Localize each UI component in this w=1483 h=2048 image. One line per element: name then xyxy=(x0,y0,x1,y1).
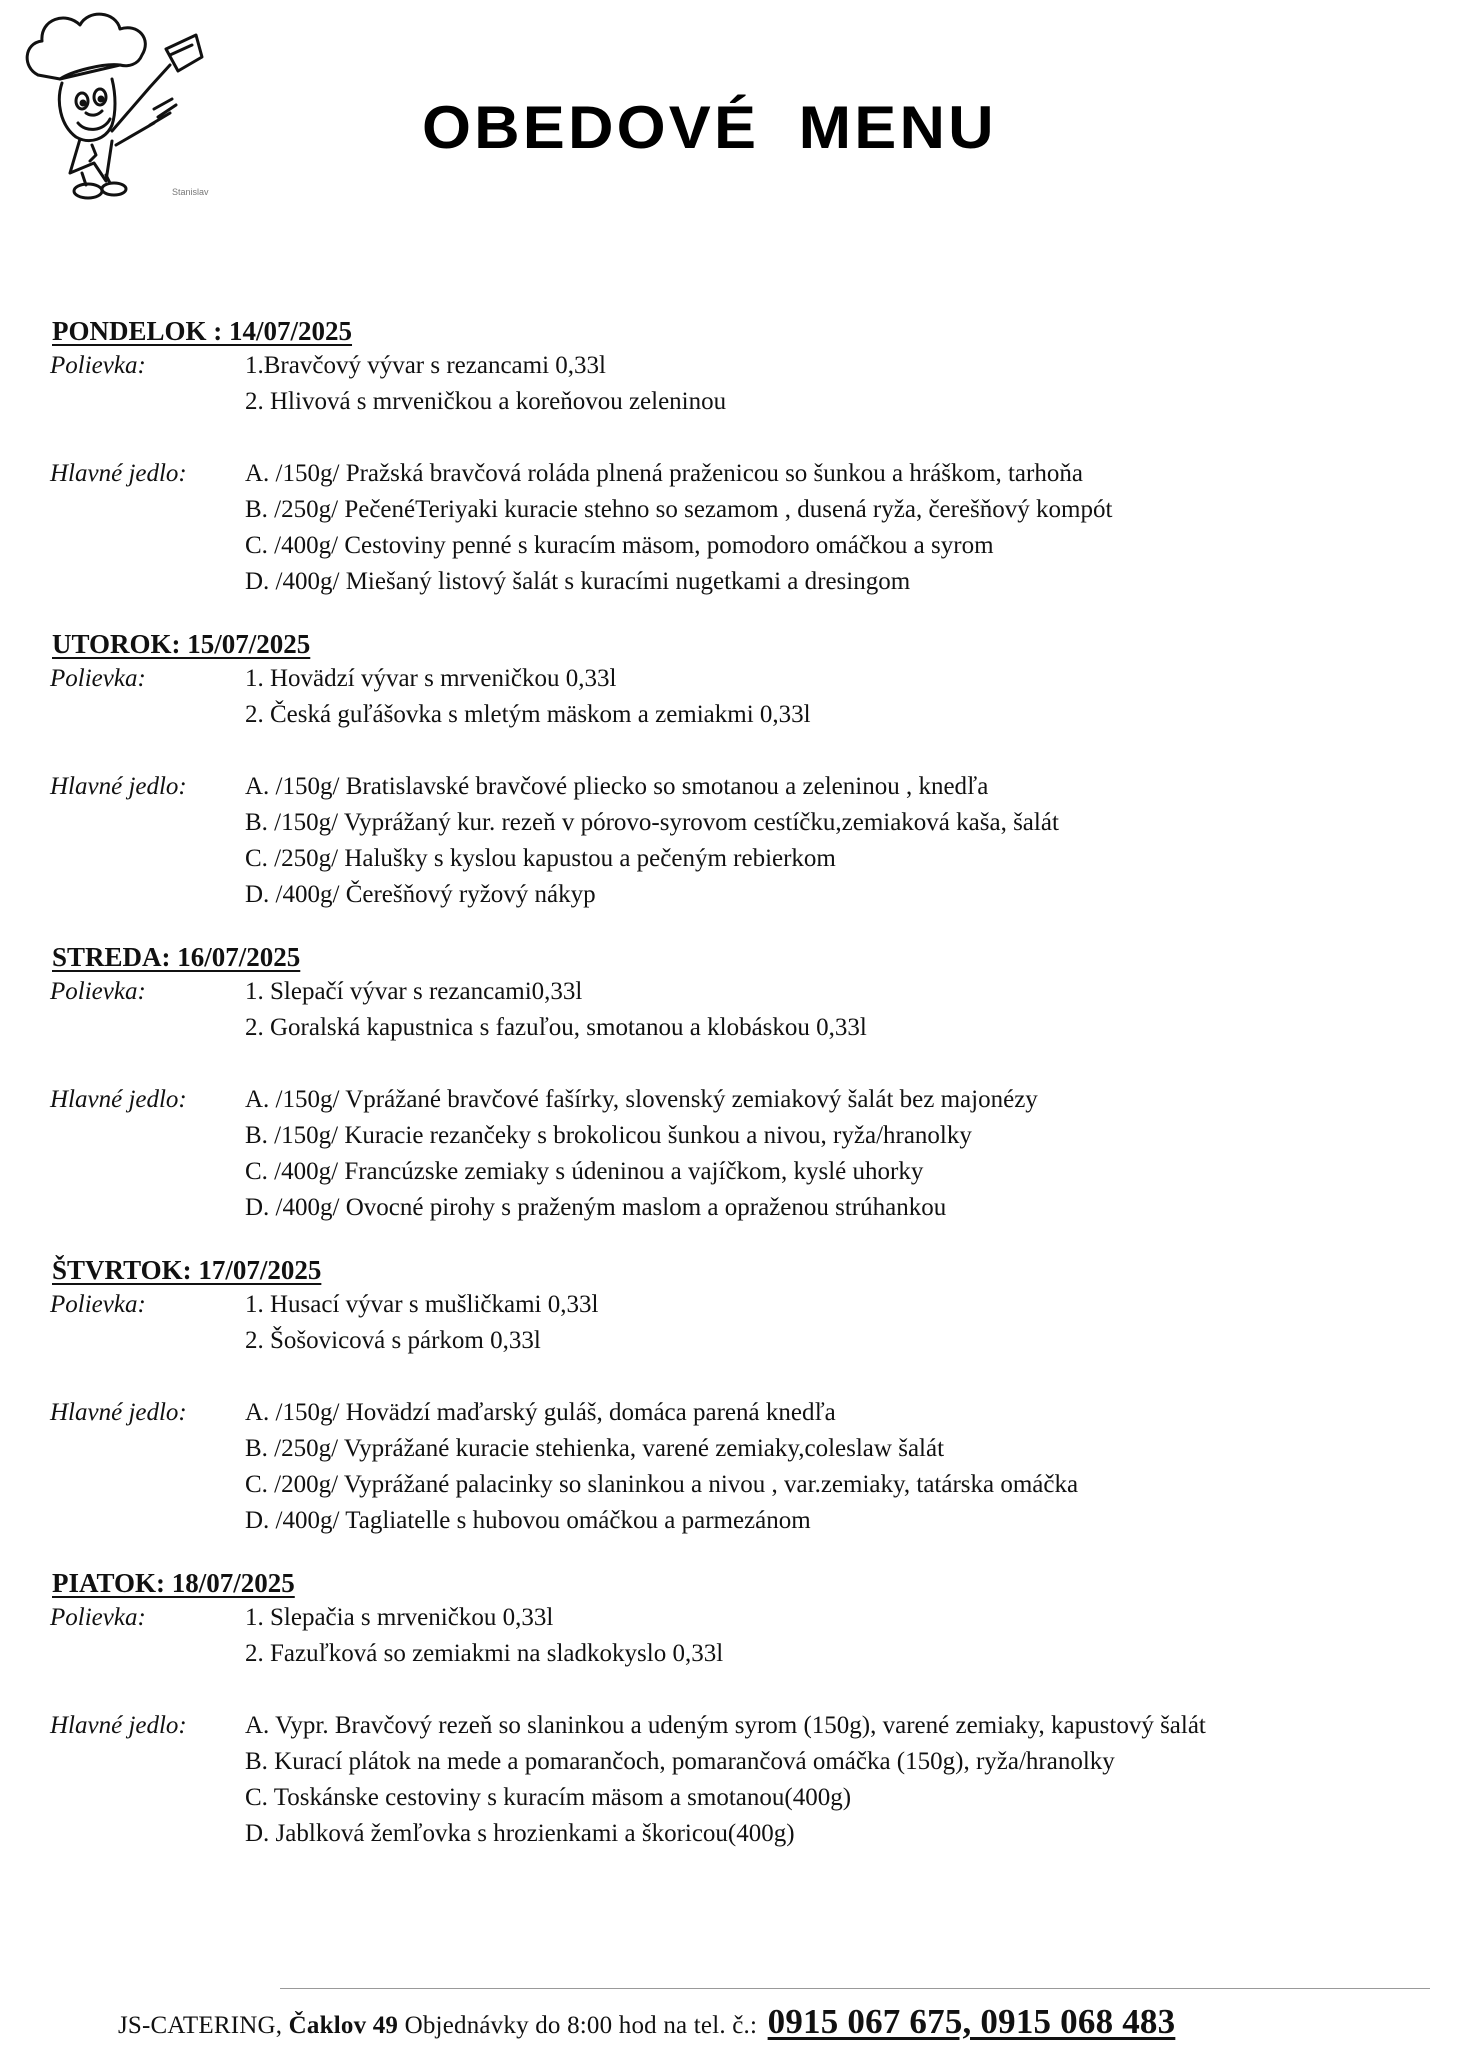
main-dish-item-label: Hlavné jedlo: xyxy=(50,1086,187,1113)
soup-item xyxy=(50,1323,1460,1359)
soup-item xyxy=(50,697,1460,733)
main-dish-item xyxy=(50,1503,1460,1539)
section-gap xyxy=(50,1359,1460,1395)
soup-item-text: 2. Hlivová s mrveničkou a koreňovou zeleninou xyxy=(245,388,727,415)
main-dish-item-text: B. /250g/ PečenéTeriyaki kuracie stehno so sezamom , dusená ryža, čerešňový kompót xyxy=(245,496,1113,523)
main-dish-item-label xyxy=(50,841,245,877)
main-dish-item-text: A. /150g/ Hovädzí maďarský guláš, domáca parená knedľa xyxy=(245,1399,836,1426)
day-section xyxy=(50,1253,1460,1539)
main-dish-item-text: B. /150g/ Vyprážaný kur. rezeň v pórovo-syrovom cestíčku,zemiaková kaša, šalát xyxy=(245,809,1059,836)
chef-cartoon-icon xyxy=(20,5,225,205)
main-dish-item-text: B. /150g/ Kuracie rezančeky s brokolicou šunkou a nivou, ryža/hranolky xyxy=(245,1122,972,1149)
main-dish-item-label xyxy=(50,1780,245,1816)
soup-item-label xyxy=(50,697,245,733)
soup-item xyxy=(50,1600,1460,1636)
day-heading: ŠTVRTOK: 17/07/2025 xyxy=(52,1255,322,1285)
soup-item-label: Polievka: xyxy=(50,665,146,692)
main-dish-item-text: A. Vypr. Bravčový rezeň so slaninkou a udeným syrom (150g), varené zemiaky, kapustový šalát xyxy=(245,1712,1206,1739)
logo-signature: Stanislav xyxy=(172,187,209,197)
main-dish-item-label xyxy=(50,1816,245,1852)
main-dish-item xyxy=(50,769,1460,805)
day-heading: STREDA: 16/07/2025 xyxy=(52,942,301,972)
main-dish-item xyxy=(50,456,1460,492)
company-name: JS-CATERING, xyxy=(118,2012,283,2039)
main-dish-item-text: D. Jablková žemľovka s hrozienkami a škoricou(400g) xyxy=(245,1820,795,1847)
main-dish-item-label xyxy=(50,805,245,841)
main-dish-item-label xyxy=(50,528,245,564)
soup-item-text: 2. Šošovicová s párkom 0,33l xyxy=(245,1327,541,1354)
day-section xyxy=(50,1566,1460,1852)
main-dish-item-text: A. /150g/ Pražská bravčová roláda plnená praženicou so šunkou a hráškom, tarhoňa xyxy=(245,460,1083,487)
main-dish-item-text: C. Toskánske cestoviny s kuracím mäsom a smotanou(400g) xyxy=(245,1784,852,1811)
soup-item-text: 1. Slepačí vývar s rezancami0,33l xyxy=(245,978,583,1005)
day-section xyxy=(50,314,1460,600)
main-dish-item xyxy=(50,877,1460,913)
soup-item-label xyxy=(50,384,245,420)
soup-item xyxy=(50,1287,1460,1323)
main-dish-item-text: C. /200g/ Vyprážané palacinky so slaninkou a nivou , var.zemiaky, tatárska omáčka xyxy=(245,1471,1079,1498)
footer xyxy=(118,2002,1175,2042)
main-dish-item-label xyxy=(50,1503,245,1539)
day-heading: PONDELOK : 14/07/2025 xyxy=(52,316,353,346)
main-dish-item-text: A. /150g/ Vprážané bravčové fašírky, slovenský zemiakový šalát bez majonézy xyxy=(245,1086,1038,1113)
soup-item-text: 1.Bravčový vývar s rezancami 0,33l xyxy=(245,352,606,379)
main-dish-item xyxy=(50,492,1460,528)
main-dish-item-text: B. /250g/ Vyprážané kuracie stehienka, varené zemiaky,coleslaw šalát xyxy=(245,1435,945,1462)
main-dish-item-label: Hlavné jedlo: xyxy=(50,1399,187,1426)
main-dish-item xyxy=(50,1154,1460,1190)
phone-numbers: 0915 067 675, 0915 068 483 xyxy=(767,2002,1176,2041)
soup-item-label: Polievka: xyxy=(50,1604,146,1631)
main-dish-item-label xyxy=(50,1118,245,1154)
main-dish-item-label xyxy=(50,877,245,913)
main-dish-item-text: C. /400g/ Francúzske zemiaky s údeninou a vajíčkom, kyslé uhorky xyxy=(245,1158,924,1185)
day-heading: PIATOK: 18/07/2025 xyxy=(52,1568,295,1598)
main-dish-item-label xyxy=(50,564,245,600)
soup-item xyxy=(50,661,1460,697)
soup-item xyxy=(50,1636,1460,1672)
soup-item-text: 2. Česká guľášovka s mletým mäskom a zemiakmi 0,33l xyxy=(245,701,811,728)
day-section xyxy=(50,627,1460,913)
section-gap xyxy=(50,1672,1460,1708)
soup-item xyxy=(50,384,1460,420)
main-dish-item-text: D. /400g/ Ovocné pirohy s praženým maslom a opraženou strúhankou xyxy=(245,1194,947,1221)
footer-divider xyxy=(280,1988,1430,1989)
main-dish-item-text: C. /400g/ Cestoviny penné s kuracím mäsom, pomodoro omáčkou a syrom xyxy=(245,532,994,559)
day-heading: UTOROK: 15/07/2025 xyxy=(52,629,311,659)
main-dish-item-text: D. /400g/ Miešaný listový šalát s kuracími nugetkami a dresingom xyxy=(245,568,911,595)
soup-item xyxy=(50,974,1460,1010)
soup-item-text: 1. Slepačia s mrveničkou 0,33l xyxy=(245,1604,554,1631)
orders-note: Objednávky do 8:00 hod na tel. č.: xyxy=(404,2012,758,2039)
main-dish-item-text: C. /250g/ Halušky s kyslou kapustou a pečeným rebierkom xyxy=(245,845,836,872)
main-dish-item-text: D. /400g/ Tagliatelle s hubovou omáčkou a parmezánom xyxy=(245,1507,811,1534)
main-dish-item-label xyxy=(50,492,245,528)
main-dish-item-text: A. /150g/ Bratislavské bravčové pliecko so smotanou a zeleninou , knedľa xyxy=(245,773,989,800)
soup-item-text: 2. Fazuľková so zemiakmi na sladkokyslo 0,33l xyxy=(245,1640,724,1667)
main-dish-item xyxy=(50,841,1460,877)
main-dish-item xyxy=(50,1190,1460,1226)
section-gap xyxy=(50,1046,1460,1082)
chef-logo xyxy=(20,5,225,205)
soup-item xyxy=(50,1010,1460,1046)
soup-item-label xyxy=(50,1323,245,1359)
soup-item-text: 1. Hovädzí vývar s mrveničkou 0,33l xyxy=(245,665,617,692)
main-dish-item xyxy=(50,1118,1460,1154)
main-dish-item xyxy=(50,1395,1460,1431)
main-dish-item xyxy=(50,1708,1460,1744)
soup-item-label: Polievka: xyxy=(50,978,146,1005)
section-gap xyxy=(50,420,1460,456)
weekly-menu xyxy=(50,314,1460,1879)
page-title: OBEDOVÉ MENU xyxy=(422,94,997,161)
main-dish-item xyxy=(50,564,1460,600)
day-section xyxy=(50,940,1460,1226)
main-dish-item xyxy=(50,805,1460,841)
company-address: Čaklov 49 xyxy=(288,2012,399,2039)
main-dish-item-label xyxy=(50,1190,245,1226)
main-dish-item xyxy=(50,1431,1460,1467)
section-gap xyxy=(50,733,1460,769)
soup-item-label xyxy=(50,1010,245,1046)
main-dish-item-label xyxy=(50,1744,245,1780)
soup-item-label: Polievka: xyxy=(50,1291,146,1318)
main-dish-item xyxy=(50,1082,1460,1118)
soup-item-label: Polievka: xyxy=(50,352,146,379)
main-dish-item-label: Hlavné jedlo: xyxy=(50,773,187,800)
main-dish-item xyxy=(50,1816,1460,1852)
main-dish-item-text: D. /400g/ Čerešňový ryžový nákyp xyxy=(245,881,596,908)
main-dish-item xyxy=(50,1467,1460,1503)
main-dish-item-label: Hlavné jedlo: xyxy=(50,460,187,487)
main-dish-item-label: Hlavné jedlo: xyxy=(50,1712,187,1739)
soup-item-label xyxy=(50,1636,245,1672)
main-dish-item xyxy=(50,1780,1460,1816)
soup-item-text: 2. Goralská kapustnica s fazuľou, smotanou a klobáskou 0,33l xyxy=(245,1014,867,1041)
main-dish-item-label xyxy=(50,1467,245,1503)
main-dish-item-label xyxy=(50,1431,245,1467)
main-dish-item-text: B. Kurací plátok na mede a pomarančoch, pomarančová omáčka (150g), ryža/hranolky xyxy=(245,1748,1115,1775)
soup-item xyxy=(50,348,1460,384)
soup-item-text: 1. Husací vývar s mušličkami 0,33l xyxy=(245,1291,599,1318)
main-dish-item xyxy=(50,1744,1460,1780)
main-dish-item-label xyxy=(50,1154,245,1190)
main-dish-item xyxy=(50,528,1460,564)
